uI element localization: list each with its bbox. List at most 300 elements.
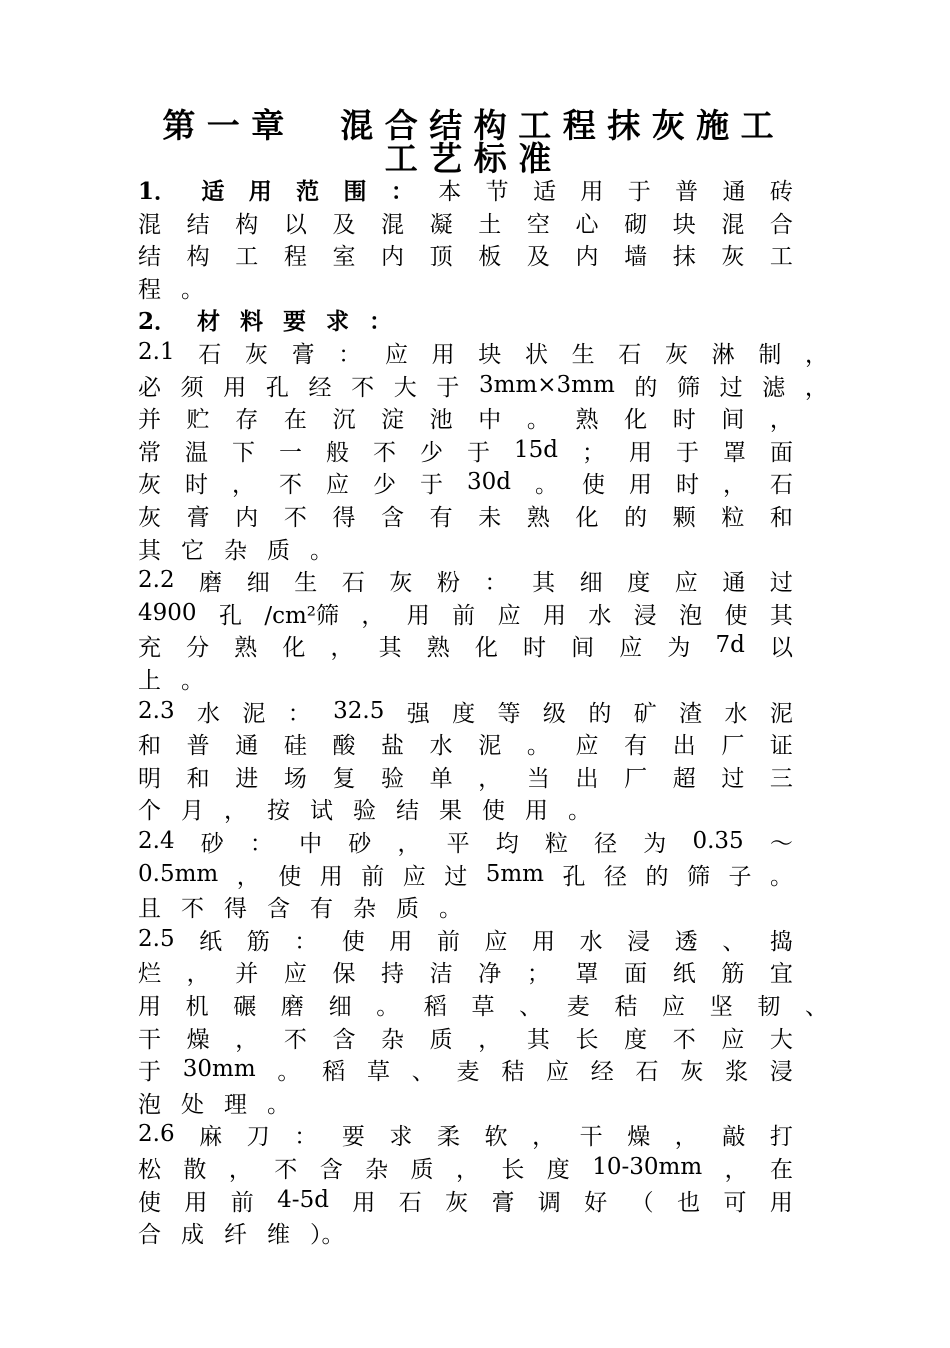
text-token: 其	[526, 1026, 550, 1053]
text-token: 粉	[436, 569, 460, 596]
text-token: 经	[590, 1058, 614, 1085]
text-token: 等	[497, 700, 521, 727]
text-line	[138, 369, 828, 401]
text-token: ，	[236, 863, 260, 890]
text-token: 。	[526, 732, 550, 759]
text-token: 孔	[562, 863, 586, 890]
text-token: ，	[224, 797, 247, 824]
text-token: 捣	[769, 928, 793, 955]
text-token: 于	[420, 471, 443, 498]
text-token: 结	[138, 243, 161, 270]
text-token: 使	[138, 1189, 161, 1216]
text-token: 2．	[138, 307, 178, 335]
text-token: 间	[721, 406, 745, 433]
text-token: ，	[724, 1156, 748, 1183]
text-token: 应	[619, 634, 643, 661]
text-token: 验	[381, 765, 405, 792]
text-token: 渣	[679, 700, 703, 727]
text-token: 使	[724, 602, 748, 629]
text-token: 麦	[566, 993, 590, 1020]
text-token: 状	[524, 341, 548, 368]
text-line	[138, 303, 793, 335]
text-token: 用	[629, 439, 652, 466]
text-token: 机	[185, 993, 209, 1020]
text-token: 必	[138, 374, 161, 401]
text-token: 2.2	[138, 567, 175, 593]
text-line	[138, 336, 828, 368]
text-token: ：	[294, 1123, 318, 1150]
text-token: 15d	[514, 437, 558, 463]
text-token: 浆	[725, 1058, 749, 1085]
text-token: 含	[319, 1156, 343, 1183]
text-token: 级	[542, 700, 566, 727]
text-line	[138, 1151, 793, 1183]
text-token: 罩	[723, 439, 746, 466]
text-token: 要	[341, 1123, 365, 1150]
text-token: 复	[332, 765, 356, 792]
text-token: 用	[406, 602, 430, 629]
text-token: 面	[624, 960, 648, 987]
text-token: 用	[352, 1189, 376, 1216]
text-token: 般	[326, 439, 349, 466]
text-token: 用	[532, 928, 556, 955]
text-token: 砌	[624, 211, 648, 238]
text-token: 浸	[769, 1058, 793, 1085]
text-token: 质	[267, 537, 290, 564]
text-token: 上	[138, 667, 161, 694]
text-token: 砂	[200, 830, 224, 857]
text-token: 须	[180, 374, 204, 401]
text-token: 30mm	[182, 1056, 256, 1082]
text-token: 生	[571, 341, 595, 368]
text-token: 好	[584, 1189, 608, 1216]
text-token: 在	[283, 406, 307, 433]
text-token: 用	[542, 602, 566, 629]
text-token: （	[630, 1189, 654, 1216]
text-token: 及	[332, 211, 356, 238]
text-token: 存	[235, 406, 259, 433]
text-token: 验	[353, 797, 376, 824]
text-token: 。	[277, 1058, 301, 1085]
text-token: 面	[770, 439, 793, 466]
text-token: 化	[624, 406, 648, 433]
text-token: ：	[484, 569, 508, 596]
text-token: 凝	[429, 211, 453, 238]
text-token: 2.4	[138, 828, 175, 854]
text-token: 按	[267, 797, 290, 824]
text-token: 。	[526, 406, 550, 433]
text-line	[138, 173, 793, 205]
text-token: 于	[627, 178, 651, 205]
text-token: 出	[575, 765, 599, 792]
text-token: 室	[332, 243, 356, 270]
text-token: 0.35	[692, 828, 744, 854]
text-token: 长	[575, 1026, 599, 1053]
text-token: 通	[235, 732, 259, 759]
text-token: 盐	[381, 732, 405, 759]
text-line	[138, 532, 793, 564]
text-token: 3mm×3mm	[479, 372, 615, 398]
text-token: 化	[575, 504, 599, 531]
text-token: 杂	[224, 537, 247, 564]
text-token: ，	[532, 1123, 556, 1150]
text-token: 5mm	[485, 861, 544, 887]
text-token: 不	[181, 895, 204, 922]
text-token: 30d	[467, 469, 511, 495]
text-token: 筋	[721, 960, 745, 987]
text-token: 和	[186, 765, 210, 792]
text-token: 成	[181, 1221, 204, 1248]
text-token: 烂	[138, 960, 161, 987]
text-line	[138, 1086, 793, 1118]
text-token: 硅	[283, 732, 307, 759]
text-token: 杂	[353, 895, 376, 922]
text-token: 应	[674, 569, 698, 596]
text-token: 用	[525, 797, 548, 824]
text-token: 一	[279, 439, 302, 466]
text-token: 含	[381, 504, 405, 531]
text-token: 洁	[429, 960, 453, 987]
text-token: 坚	[709, 993, 733, 1020]
text-token: ，	[769, 406, 793, 433]
text-token: 砖	[769, 178, 793, 205]
text-line	[138, 466, 793, 498]
text-token: 草	[366, 1058, 390, 1085]
text-token: 通	[722, 569, 746, 596]
text-token: 料	[240, 307, 264, 335]
text-token: 普	[675, 178, 699, 205]
text-token: 2.6	[138, 1121, 175, 1147]
text-token: 泥	[769, 700, 793, 727]
text-token: 出	[672, 732, 696, 759]
text-line	[138, 434, 793, 466]
text-token: 膏	[186, 504, 210, 531]
text-token: 透	[674, 928, 698, 955]
text-token: 。	[267, 1091, 290, 1118]
text-token: 细	[579, 569, 603, 596]
text-token: 过	[721, 765, 745, 792]
text-line	[138, 662, 793, 694]
text-token: 板	[478, 243, 502, 270]
text-token: 均	[495, 830, 519, 857]
text-token: 滤	[762, 374, 786, 401]
text-token: 砂	[348, 830, 372, 857]
text-token: 。	[769, 863, 793, 890]
text-token: 灰	[138, 471, 161, 498]
text-token: 含	[332, 1026, 356, 1053]
text-token: 、	[804, 993, 828, 1020]
text-token: 不	[672, 1026, 696, 1053]
text-token: 普	[186, 732, 210, 759]
text-token: 7d	[715, 632, 745, 658]
text-token: 。	[535, 471, 558, 498]
text-token: 围	[343, 177, 367, 205]
text-token: 应	[384, 341, 408, 368]
text-token: ：	[390, 177, 414, 205]
text-token: 及	[526, 243, 550, 270]
text-token: 应	[326, 471, 349, 498]
text-token: 、	[519, 993, 543, 1020]
text-token: 其	[769, 602, 793, 629]
text-token: 0.5mm	[138, 861, 219, 887]
text-token: 4900	[138, 600, 197, 626]
text-token: ：	[287, 700, 311, 727]
text-token: 用	[389, 928, 413, 955]
text-token: 应	[546, 1058, 570, 1085]
text-token: 通	[722, 178, 746, 205]
text-token: 不	[274, 1156, 298, 1183]
text-token: 细	[246, 569, 270, 596]
text-token: 平	[446, 830, 470, 857]
text-token: 内	[575, 243, 599, 270]
text-token: 充	[138, 634, 161, 661]
text-token: 石	[198, 341, 222, 368]
text-token: ，	[330, 634, 354, 661]
text-line	[138, 564, 793, 596]
text-token: 池	[429, 406, 453, 433]
text-token: 厂	[721, 732, 745, 759]
text-token: 未	[478, 504, 502, 531]
text-token: 心	[575, 211, 599, 238]
text-token: 的	[588, 700, 612, 727]
text-token: 当	[526, 765, 550, 792]
text-token: 水	[724, 700, 748, 727]
text-token: 保	[332, 960, 356, 987]
text-token: 分	[186, 634, 210, 661]
text-token: 度	[624, 1026, 648, 1053]
text-token: 并	[138, 406, 161, 433]
text-token: 筛	[686, 863, 710, 890]
text-token: 淀	[381, 406, 405, 433]
text-token: 和	[138, 732, 161, 759]
chapter-title-continued: 工 艺 标 准	[384, 139, 552, 178]
text-token: 以	[283, 211, 307, 238]
text-token: 用	[184, 1189, 208, 1216]
text-token: 灰	[721, 243, 745, 270]
text-token: 泥	[242, 700, 266, 727]
text-token: 含	[267, 895, 290, 922]
text-token: 泡	[679, 602, 703, 629]
text-token: 秸	[501, 1058, 525, 1085]
text-token: 净	[478, 960, 502, 987]
text-token: 间	[571, 634, 595, 661]
text-token: 为	[667, 634, 691, 661]
text-line	[138, 1053, 793, 1085]
text-token: 石	[635, 1058, 659, 1085]
text-token: 于	[467, 439, 490, 466]
text-token: 以	[769, 634, 793, 661]
text-token: 它	[181, 537, 204, 564]
text-token: 常	[138, 439, 161, 466]
text-token: 前	[361, 863, 385, 890]
text-token: 灰	[445, 1189, 469, 1216]
text-token: 纸	[199, 928, 223, 955]
text-line	[138, 760, 793, 792]
text-token: 范	[296, 177, 320, 205]
text-token: 过	[769, 569, 793, 596]
text-token: 结	[186, 211, 210, 238]
text-token: 用	[580, 178, 604, 205]
text-token: 的	[645, 863, 669, 890]
text-token: 经	[308, 374, 332, 401]
text-token: 度	[627, 569, 651, 596]
text-token: 时	[672, 406, 696, 433]
text-token: 。	[439, 895, 462, 922]
text-token: 干	[138, 1026, 161, 1053]
text-token: 不	[351, 374, 375, 401]
text-token: ；	[526, 960, 550, 987]
text-token: 其	[138, 537, 161, 564]
text-token: 孔	[218, 602, 242, 629]
text-token: 质	[396, 895, 419, 922]
text-token: 构	[235, 211, 259, 238]
text-token: 不	[283, 1026, 307, 1053]
text-token: 碾	[233, 993, 257, 1020]
text-token: 温	[185, 439, 208, 466]
text-token: 可	[723, 1189, 747, 1216]
text-token: 得	[224, 895, 247, 922]
text-token: 浸	[627, 928, 651, 955]
text-token: 、	[722, 928, 746, 955]
text-token: 于	[138, 1058, 161, 1085]
text-token: 浸	[633, 602, 657, 629]
text-token: 合	[138, 1221, 161, 1248]
text-token: 杂	[381, 1026, 405, 1053]
text-token: 沉	[332, 406, 356, 433]
chapter-title: 第 一 章 混 合 结 构 工 程 抹 灰 施 工	[162, 106, 774, 145]
text-token: 水	[196, 700, 220, 727]
text-line	[138, 792, 793, 824]
text-token: 个	[138, 797, 161, 824]
text-token: 质	[410, 1156, 434, 1183]
text-token: ，	[478, 1026, 502, 1053]
text-token: 前	[452, 602, 476, 629]
text-token: 灰	[680, 1058, 704, 1085]
text-token: 不	[373, 439, 396, 466]
text-token: 细	[328, 993, 352, 1020]
text-token: 应	[497, 602, 521, 629]
text-token: 熟	[234, 634, 258, 661]
text-token: 灰	[244, 341, 268, 368]
text-token: 处	[181, 1091, 204, 1118]
text-token: 松	[138, 1156, 161, 1183]
text-token: 干	[579, 1123, 603, 1150]
text-line	[138, 923, 793, 955]
text-token: 化	[474, 634, 498, 661]
text-token: 求	[389, 1123, 413, 1150]
text-token: 制	[758, 341, 782, 368]
text-line	[138, 401, 793, 433]
text-token: 用	[629, 471, 652, 498]
text-token: 。	[310, 537, 333, 564]
text-token: 构	[186, 243, 210, 270]
text-token: 下	[232, 439, 255, 466]
text-token: ，	[397, 830, 421, 857]
text-token: 有	[310, 895, 333, 922]
text-line	[138, 890, 793, 922]
text-token: 少	[420, 439, 443, 466]
text-token: 灰	[389, 569, 413, 596]
text-token: ：	[338, 341, 362, 368]
text-token: 应	[721, 1026, 745, 1053]
text-token: 刀	[246, 1123, 270, 1150]
text-line	[138, 1021, 793, 1053]
text-token: 并	[235, 960, 259, 987]
text-token: 磨	[199, 569, 223, 596]
text-token: 矿	[633, 700, 657, 727]
text-token: 空	[526, 211, 550, 238]
text-token: 用	[223, 374, 247, 401]
text-token: ：	[369, 307, 393, 335]
text-token: 纸	[672, 960, 696, 987]
text-token: 材	[197, 307, 221, 335]
text-token: 混	[138, 211, 161, 238]
text-token: ，	[804, 374, 828, 401]
text-line	[138, 825, 793, 857]
text-token: 应	[402, 863, 426, 890]
text-token: 。	[181, 276, 204, 303]
text-token: 杂	[365, 1156, 389, 1183]
text-token: ，	[235, 1026, 259, 1053]
text-token: 程	[138, 276, 161, 303]
text-line	[138, 955, 793, 987]
text-token: 生	[294, 569, 318, 596]
text-token: 使	[582, 471, 605, 498]
text-token: 贮	[186, 406, 210, 433]
text-token: 大	[393, 374, 417, 401]
text-token: 32.5	[333, 698, 385, 724]
text-token: 三	[769, 765, 793, 792]
text-token: 使	[341, 928, 365, 955]
text-token: 有	[429, 504, 453, 531]
text-token: ；	[582, 439, 605, 466]
text-token: 熟	[575, 406, 599, 433]
text-token: 求	[326, 307, 350, 335]
text-token: 抹	[672, 243, 696, 270]
text-token: 月	[181, 797, 204, 824]
text-token: 土	[478, 211, 502, 238]
text-token: 前	[230, 1189, 254, 1216]
text-token: 应	[662, 993, 686, 1020]
text-token: 混	[381, 211, 405, 238]
text-token: 石	[770, 471, 793, 498]
text-token: 果	[439, 797, 462, 824]
text-token: 10-30mm	[592, 1154, 703, 1180]
text-token: 2.1	[138, 339, 175, 365]
text-token: 度	[452, 700, 476, 727]
text-token: 石	[398, 1189, 422, 1216]
text-line	[138, 629, 793, 661]
text-token: 径	[603, 863, 627, 890]
text-token: 敲	[722, 1123, 746, 1150]
text-token: 磨	[280, 993, 304, 1020]
text-token: 泥	[478, 732, 502, 759]
text-token: 理	[224, 1091, 247, 1118]
text-token: 前	[436, 928, 460, 955]
text-token: 应	[283, 960, 307, 987]
text-token: ，	[232, 471, 255, 498]
text-token: 证	[769, 732, 793, 759]
text-token: ：	[249, 830, 273, 857]
text-token: 麻	[199, 1123, 223, 1150]
text-line	[138, 271, 793, 303]
text-line	[138, 1118, 793, 1150]
text-token: ，	[674, 1123, 698, 1150]
text-token: 化	[282, 634, 306, 661]
text-token: 中	[478, 406, 502, 433]
text-token: 应	[575, 732, 599, 759]
text-token: 过	[719, 374, 743, 401]
